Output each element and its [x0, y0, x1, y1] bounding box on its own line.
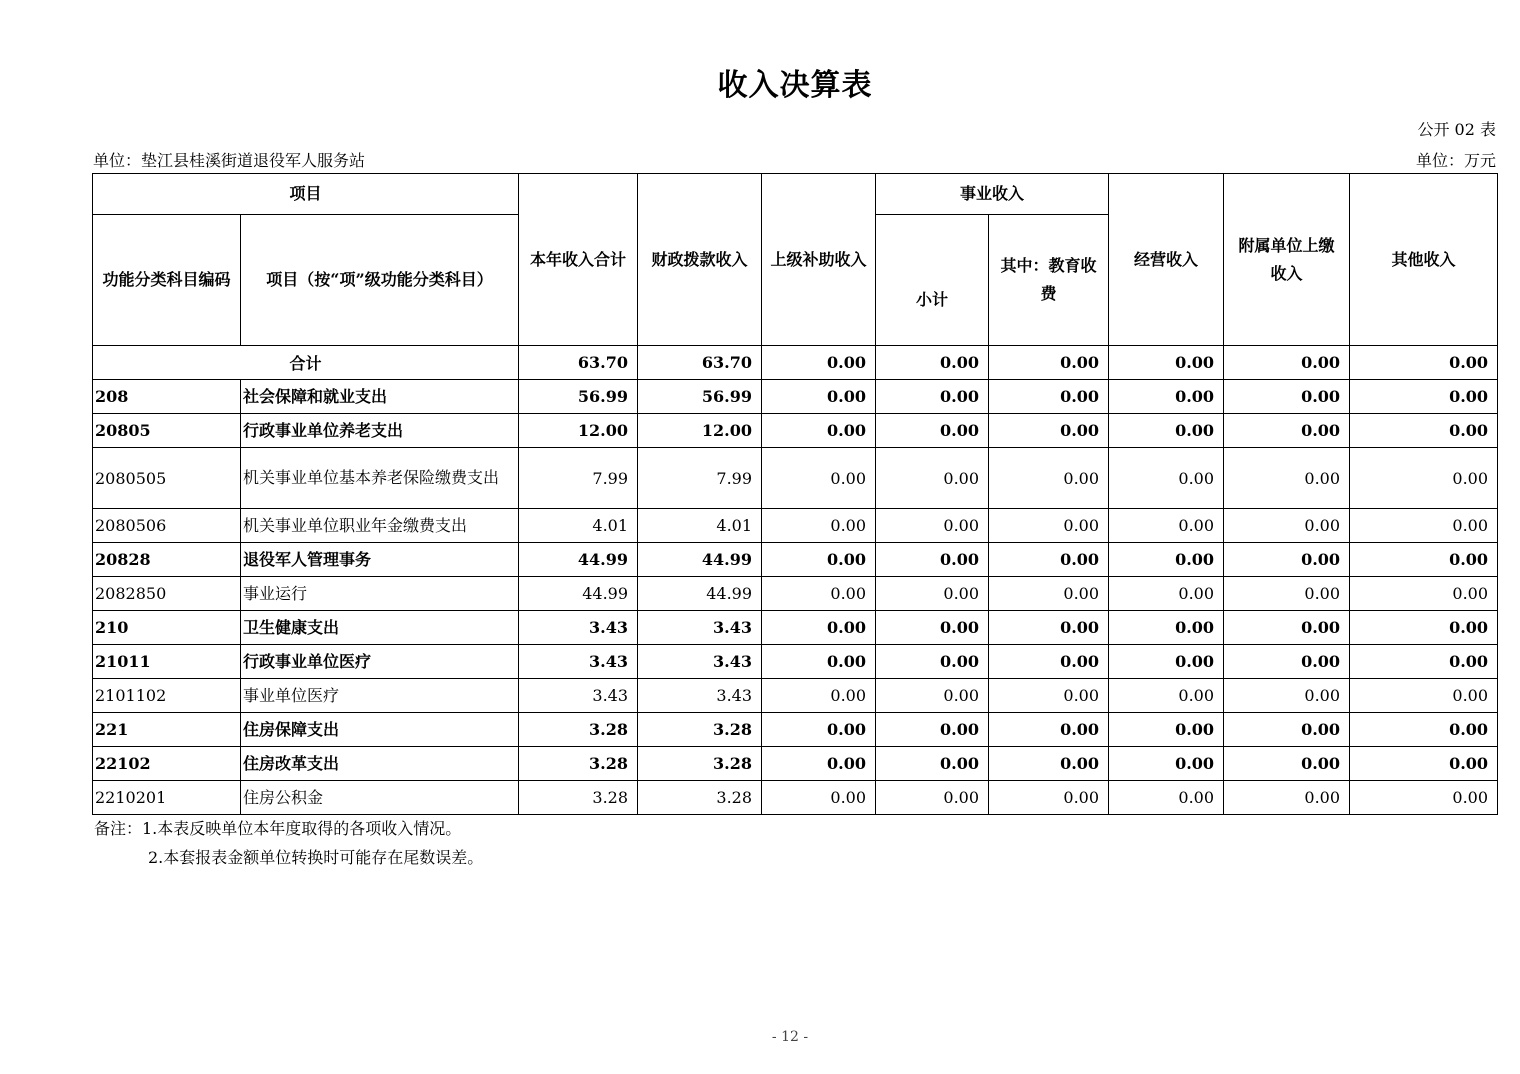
header-project: 项目: [93, 174, 519, 215]
header-other: 其他收入: [1350, 174, 1498, 346]
table-row: [93, 509, 1498, 543]
total-row: [93, 346, 1498, 380]
table-row: [93, 781, 1498, 815]
table-row: [93, 448, 1498, 509]
row-value: 56.99: [519, 380, 638, 414]
row-value: 0.00: [762, 543, 876, 577]
row-value: 4.01: [519, 509, 638, 543]
row-name: 住房改革支出: [241, 747, 519, 781]
table-row: [93, 645, 1498, 679]
row-value: 3.28: [638, 713, 762, 747]
table-row: [93, 414, 1498, 448]
row-value: 3.43: [519, 645, 638, 679]
table-row: [93, 577, 1498, 611]
row-code: 2210201: [93, 781, 241, 815]
row-value: 0.00: [1350, 713, 1498, 747]
row-value: 0.00: [1109, 509, 1224, 543]
row-value: 0.00: [1224, 611, 1350, 645]
header-superior: 上级补助收入: [762, 174, 876, 346]
row-value: 44.99: [638, 577, 762, 611]
row-value: 0.00: [876, 679, 989, 713]
row-value: 44.99: [519, 543, 638, 577]
row-value: 0.00: [1224, 713, 1350, 747]
row-value: 0.00: [762, 611, 876, 645]
total-value: 63.70: [638, 346, 762, 380]
row-value: 0.00: [762, 509, 876, 543]
row-value: 0.00: [1350, 747, 1498, 781]
row-code: 21011: [93, 645, 241, 679]
row-code: 2080506: [93, 509, 241, 543]
table-row: [93, 380, 1498, 414]
row-value: 0.00: [876, 781, 989, 815]
row-value: 4.01: [638, 509, 762, 543]
row-value: 0.00: [876, 577, 989, 611]
page-number: - 12 -: [771, 1029, 809, 1045]
row-value: 0.00: [1109, 380, 1224, 414]
row-value: 0.00: [762, 577, 876, 611]
row-value: 0.00: [762, 380, 876, 414]
row-value: 0.00: [1109, 679, 1224, 713]
row-value: 0.00: [989, 448, 1109, 509]
header-education: 其中：教育收费: [989, 215, 1109, 346]
row-value: 0.00: [876, 713, 989, 747]
row-value: 0.00: [1224, 577, 1350, 611]
row-value: 0.00: [1350, 543, 1498, 577]
row-value: 0.00: [1109, 448, 1224, 509]
row-code: 2101102: [93, 679, 241, 713]
row-code: 20805: [93, 414, 241, 448]
row-code: 210: [93, 611, 241, 645]
row-value: 0.00: [1224, 448, 1350, 509]
row-value: 0.00: [1224, 509, 1350, 543]
header-affiliated: 附属单位上缴收入: [1224, 174, 1350, 346]
row-value: 0.00: [989, 679, 1109, 713]
row-value: 44.99: [638, 543, 762, 577]
row-value: 0.00: [762, 713, 876, 747]
header-subtotal: 小计: [876, 215, 989, 346]
total-value: 0.00: [1350, 346, 1498, 380]
row-value: 0.00: [876, 611, 989, 645]
row-value: 3.43: [519, 679, 638, 713]
row-value: 0.00: [876, 543, 989, 577]
row-value: 7.99: [638, 448, 762, 509]
notes: [94, 814, 483, 872]
header-business-group: 事业收入: [876, 174, 1109, 215]
row-name: 行政事业单位养老支出: [241, 414, 519, 448]
row-value: 0.00: [762, 414, 876, 448]
row-value: 12.00: [638, 414, 762, 448]
row-value: 0.00: [762, 645, 876, 679]
row-value: 0.00: [1224, 543, 1350, 577]
row-value: 0.00: [1109, 414, 1224, 448]
row-value: 0.00: [1109, 781, 1224, 815]
total-value: 0.00: [1224, 346, 1350, 380]
row-name: 机关事业单位基本养老保险缴费支出: [241, 448, 519, 509]
row-value: 0.00: [762, 448, 876, 509]
header-operating: 经营收入: [1109, 174, 1224, 346]
row-code: 2082850: [93, 577, 241, 611]
row-value: 0.00: [876, 380, 989, 414]
row-code: 22102: [93, 747, 241, 781]
row-value: 0.00: [1109, 543, 1224, 577]
row-code: 20828: [93, 543, 241, 577]
row-value: 7.99: [519, 448, 638, 509]
total-label: 合计: [93, 346, 519, 380]
unit-organization: 单位：垫江县桂溪街道退役军人服务站: [93, 151, 366, 170]
row-name: 住房保障支出: [241, 713, 519, 747]
header-code: 功能分类科目编码: [93, 215, 241, 346]
row-value: 0.00: [989, 509, 1109, 543]
unit-currency: 单位：万元: [1415, 151, 1496, 170]
row-value: 0.00: [1350, 679, 1498, 713]
total-value: 0.00: [1109, 346, 1224, 380]
row-value: 0.00: [1224, 380, 1350, 414]
row-value: 0.00: [1350, 448, 1498, 509]
table-row: [93, 543, 1498, 577]
row-value: 0.00: [1109, 645, 1224, 679]
row-value: 0.00: [876, 645, 989, 679]
row-value: 0.00: [1224, 781, 1350, 815]
row-value: 0.00: [989, 380, 1109, 414]
row-name: 事业运行: [241, 577, 519, 611]
table-row: [93, 747, 1498, 781]
row-value: 12.00: [519, 414, 638, 448]
note-line-2: 2.本套报表金额单位转换时可能存在尾数误差。: [148, 848, 484, 867]
row-value: 0.00: [1350, 781, 1498, 815]
row-value: 3.28: [519, 781, 638, 815]
row-value: 0.00: [1350, 611, 1498, 645]
row-value: 0.00: [1109, 611, 1224, 645]
row-value: 0.00: [989, 781, 1109, 815]
row-value: 0.00: [876, 747, 989, 781]
row-name: 住房公积金: [241, 781, 519, 815]
row-value: 0.00: [989, 747, 1109, 781]
income-table: [92, 173, 1498, 815]
table-row: [93, 679, 1498, 713]
row-value: 0.00: [989, 577, 1109, 611]
row-value: 0.00: [1224, 414, 1350, 448]
page-title: 收入决算表: [717, 68, 873, 103]
row-name: 事业单位医疗: [241, 679, 519, 713]
row-value: 3.43: [638, 645, 762, 679]
row-value: 3.28: [638, 781, 762, 815]
table-row: [93, 713, 1498, 747]
row-name: 卫生健康支出: [241, 611, 519, 645]
row-value: 0.00: [1350, 577, 1498, 611]
header-total: 本年收入合计: [519, 174, 638, 346]
row-name: 退役军人管理事务: [241, 543, 519, 577]
row-value: 0.00: [762, 781, 876, 815]
row-value: 0.00: [989, 543, 1109, 577]
row-value: 3.43: [638, 611, 762, 645]
row-value: 3.43: [638, 679, 762, 713]
total-value: 0.00: [989, 346, 1109, 380]
total-value: 0.00: [876, 346, 989, 380]
row-name: 行政事业单位医疗: [241, 645, 519, 679]
total-value: 0.00: [762, 346, 876, 380]
row-code: 208: [93, 380, 241, 414]
row-code: 221: [93, 713, 241, 747]
row-value: 0.00: [762, 747, 876, 781]
row-value: 3.28: [519, 747, 638, 781]
note-line-1: 备注：1.本表反映单位本年度取得的各项收入情况。: [94, 819, 462, 838]
row-value: 0.00: [989, 611, 1109, 645]
row-value: 0.00: [1109, 577, 1224, 611]
form-number: 公开 02 表: [1417, 120, 1496, 139]
row-value: 3.43: [519, 611, 638, 645]
row-value: 0.00: [1109, 747, 1224, 781]
row-value: 0.00: [762, 679, 876, 713]
row-value: 0.00: [876, 414, 989, 448]
row-value: 0.00: [1350, 380, 1498, 414]
row-value: 0.00: [876, 448, 989, 509]
row-name: 社会保障和就业支出: [241, 380, 519, 414]
header-fiscal: 财政拨款收入: [638, 174, 762, 346]
row-value: 0.00: [1350, 414, 1498, 448]
header-name: 项目（按“项”级功能分类科目）: [241, 215, 519, 346]
row-value: 0.00: [1350, 645, 1498, 679]
row-code: 2080505: [93, 448, 241, 509]
row-value: 0.00: [989, 645, 1109, 679]
row-value: 0.00: [876, 509, 989, 543]
row-value: 0.00: [1350, 509, 1498, 543]
row-value: 3.28: [519, 713, 638, 747]
row-value: 0.00: [1109, 713, 1224, 747]
row-value: 0.00: [1224, 645, 1350, 679]
row-value: 0.00: [1224, 747, 1350, 781]
table-row: [93, 611, 1498, 645]
row-name: 机关事业单位职业年金缴费支出: [241, 509, 519, 543]
row-value: 0.00: [989, 414, 1109, 448]
row-value: 44.99: [519, 577, 638, 611]
total-value: 63.70: [519, 346, 638, 380]
row-value: 3.28: [638, 747, 762, 781]
row-value: 56.99: [638, 380, 762, 414]
row-value: 0.00: [989, 713, 1109, 747]
row-value: 0.00: [1224, 679, 1350, 713]
